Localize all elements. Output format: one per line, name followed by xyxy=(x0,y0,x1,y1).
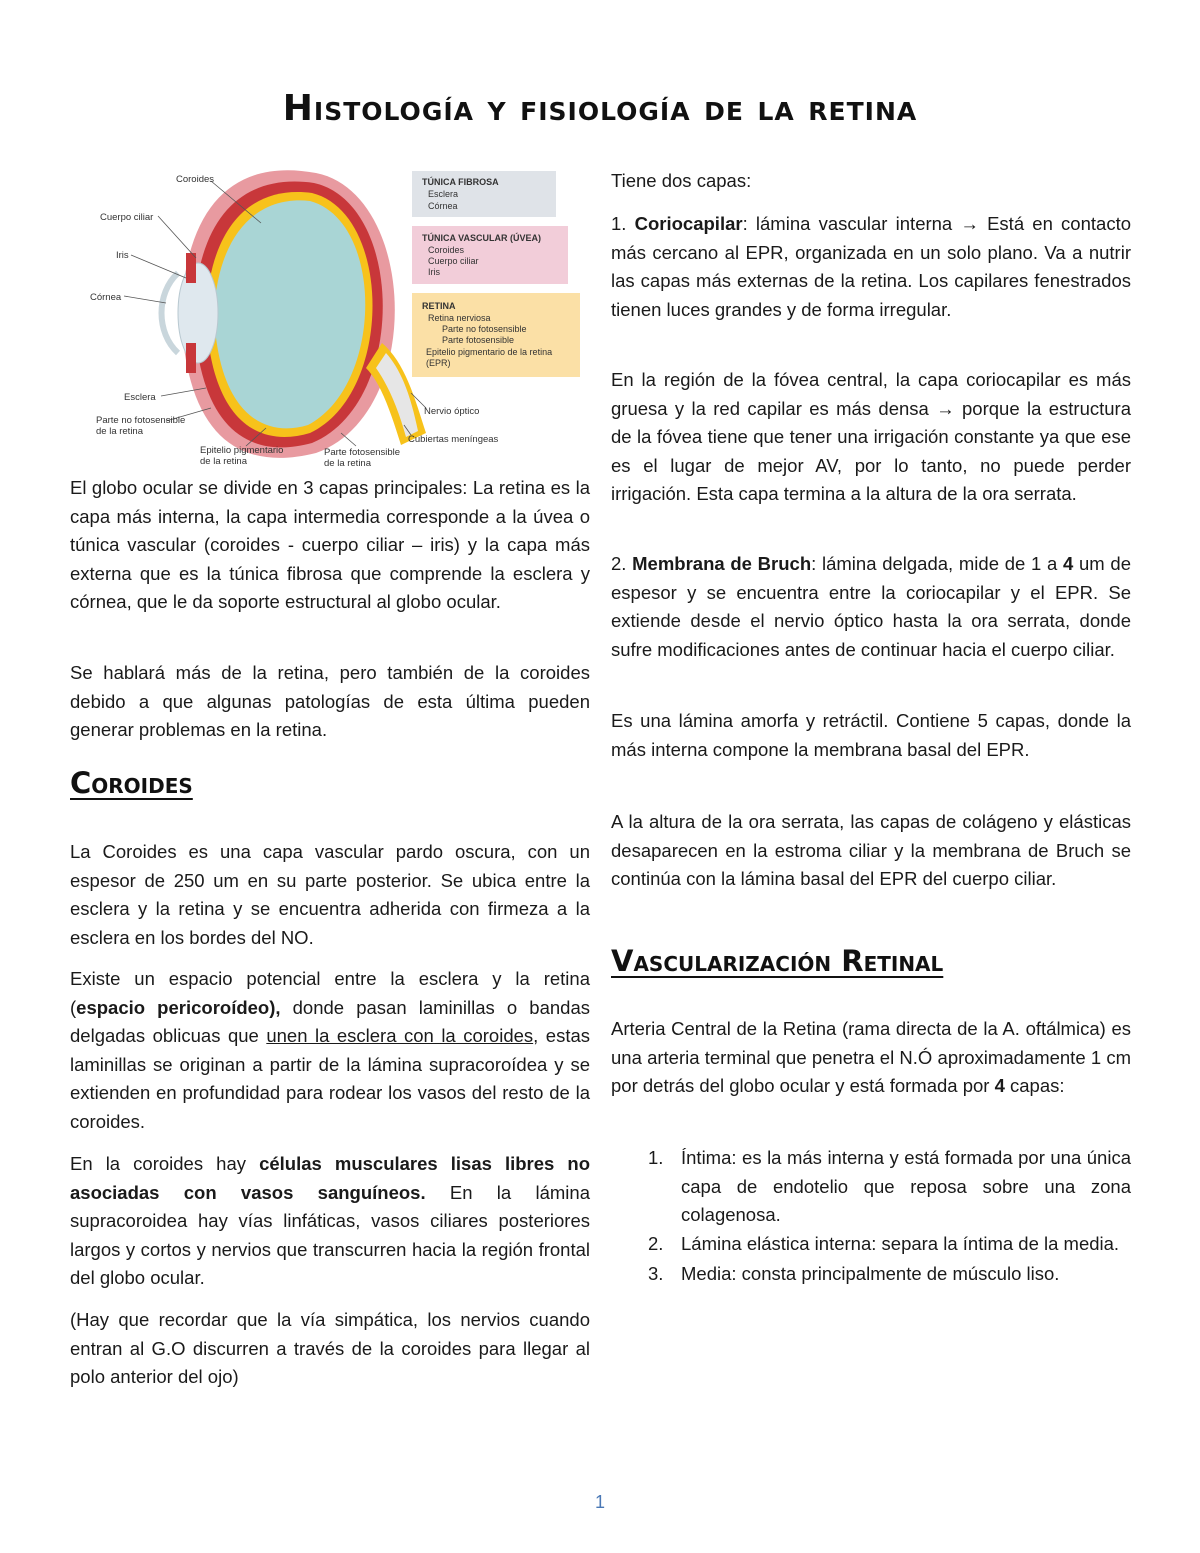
coriocapilar-bold: Coriocapilar xyxy=(634,213,743,234)
label-cubiertas: Cubiertas meníngeas xyxy=(408,434,499,445)
retina-item-3: Epitelio pigmentario de la retina xyxy=(426,347,553,357)
espacio-bold: espacio pericoroídeo), xyxy=(76,996,281,1018)
label-cuerpo-ciliar: Cuerpo ciliar xyxy=(100,212,154,223)
retina-item-2: Parte fotosensible xyxy=(442,335,515,345)
espacio-text-e: , estas laminillas se originan a partir de la lámina supracoroídea y se extienden en profundidad para rodear los vasos del resto de la coroides. xyxy=(70,1025,591,1132)
list-item-number: 2. xyxy=(648,1232,664,1254)
list-item-text: Íntima: es la más interna y está formada por una única capa de endotelio que reposa sobre una zona colagenosa. xyxy=(681,1147,1131,1225)
arteria-bold-4: 4 xyxy=(994,1075,1005,1096)
list-item xyxy=(611,1260,1131,1289)
dos-capas-paragraph: Tiene dos capas: xyxy=(611,170,752,191)
espacio-paragraph xyxy=(70,965,590,1136)
vascular-item-1: Cuerpo ciliar xyxy=(428,256,479,266)
list-item-text: Media: consta principalmente de músculo liso. xyxy=(681,1263,1060,1284)
eye-anatomy-figure xyxy=(86,163,586,473)
retina-item-0: Retina nerviosa xyxy=(428,313,491,323)
coroides-paragraph: La Coroides es una capa vascular pardo oscura, con un espesor de 250 um en su parte posterior. Se ubica entre la esclera y la retina y se encuentra adherida con firmeza a la esclera en los bordes del NO. xyxy=(70,841,590,948)
arteria-text-a: Arteria Central de la Retina (rama directa de la A. oftálmica) es una arteria terminal que penetra el N.Ó aproximadamente 1 cm por detrás del globo ocular y está formada por xyxy=(611,1018,1131,1096)
heading-vascularizacion: Vascularización Retinal xyxy=(611,944,944,978)
coriocapilar-paragraph xyxy=(611,210,1131,324)
label-cornea: Córnea xyxy=(90,292,122,303)
list-item-number: 3. xyxy=(648,1263,664,1284)
vascular-item-2: Iris xyxy=(428,267,440,277)
coriocapilar-text: : lámina vascular interna → Está en contacto más cercano al EPR, organizada en un solo plano. Va a nutrir las capas más externas de la retina. Los capilares fenestrados tienen luces grandes y de forma irregular. xyxy=(611,213,1131,320)
bruch-paragraph xyxy=(611,550,1131,664)
fibrosa-item-0: Esclera xyxy=(428,189,459,199)
label-epitelio: Epitelio pigmentario xyxy=(200,445,284,456)
list-item-number: 1. xyxy=(648,1147,664,1168)
label-esclera: Esclera xyxy=(124,392,156,403)
simpatica-paragraph: (Hay que recordar que la vía simpática, los nervios cuando entran al G.O discurren a través de la coroides para llegar al polo anterior del ojo) xyxy=(70,1309,590,1387)
page-title: Histología y fisiología de la retina xyxy=(282,88,918,129)
fibrosa-title: TÚNICA FIBROSA xyxy=(422,177,499,187)
label-epitelio-2: de la retina xyxy=(200,456,248,467)
ora-serrata-paragraph: A la altura de la ora serrata, las capas de colágeno y elásticas desaparecen en la estroma ciliar y la membrana de Bruch se continúa con la lámina basal del EPR del cuerpo ciliar. xyxy=(611,811,1131,889)
eyeball xyxy=(162,170,427,458)
celulas-text-a: En la coroides hay xyxy=(70,1153,260,1174)
page-number: 1 xyxy=(594,1492,605,1512)
celulas-text-c: En la lámina supracoroidea hay vías linfáticas, vasos ciliares posteriores largos y cortos y nervios que transcurren hacia la región frontal del globo ocular. xyxy=(70,1181,590,1288)
arteria-text-c: capas: xyxy=(1004,1075,1065,1096)
fovea-paragraph: En la región de la fóvea central, la capa coriocapilar es más gruesa y la red capilar es más densa → porque la estructura de la fóvea tiene que tener una irrigación constante ya que ese es el lugar de mejor AV, por lo tanto, no puede perder irrigación. Esta capa termina a la altura de la ora serrata. xyxy=(611,369,1131,504)
label-coroides: Coroides xyxy=(176,174,215,185)
bruch-num: 2. xyxy=(611,553,633,574)
list-item xyxy=(611,1144,1131,1230)
retina-item-4: (EPR) xyxy=(426,358,451,368)
bruch-bold-4: 4 xyxy=(1063,553,1074,574)
vascular-item-0: Coroides xyxy=(428,245,465,255)
retina-note-paragraph: Se hablará más de la retina, pero también de la coroides debido a que algunas patologías de esta última pueden generar problemas en la retina. xyxy=(70,662,590,740)
list-item-text: Lámina elástica interna: separa la íntima de la media. xyxy=(681,1232,1120,1254)
vascular-title: TÚNICA VASCULAR (ÚVEA) xyxy=(422,233,541,243)
retina-title: RETINA xyxy=(422,301,456,311)
espacio-text-a: Existe un espacio potencial entre la esclera y la retina ( xyxy=(70,968,590,1018)
label-nervio: Nervio óptico xyxy=(424,406,480,417)
label-parte-no-foto: Parte no fotosensible xyxy=(96,415,186,426)
label-parte-foto-2: de la retina xyxy=(324,458,372,469)
retina-item-1: Parte no fotosensible xyxy=(442,324,527,334)
amorfa-paragraph: Es una lámina amorfa y retráctil. Contiene 5 capas, donde la más interna compone la membrana basal del EPR. xyxy=(611,710,1131,760)
bruch-bold: Membrana de Bruch xyxy=(632,553,812,574)
celulas-bold: células musculares lisas libres no asociadas con vasos sanguíneos. xyxy=(70,1153,591,1203)
heading-coroides: Coroides xyxy=(70,766,193,800)
celulas-paragraph xyxy=(70,1150,590,1293)
espacio-underline: unen la esclera con la coroides xyxy=(266,1025,534,1046)
label-parte-no-foto-2: de la retina xyxy=(96,426,144,437)
fibrosa-item-1: Córnea xyxy=(428,201,458,211)
coriocapilar-num: 1. xyxy=(611,213,635,234)
bruch-text-c: : lámina delgada, mide de 1 a xyxy=(811,553,1063,574)
espacio-text-c: donde pasan laminillas o bandas delgadas oblicuas que xyxy=(70,996,590,1046)
label-iris: Iris xyxy=(116,250,129,261)
capas-list xyxy=(611,1144,1131,1289)
bruch-text-e: um de espesor y se encuentra entre la coriocapilar y el EPR. Se extiende desde el nervio óptico hasta la ora serrata, donde sufre modificaciones antes de continuar hacia el cuerpo ciliar. xyxy=(611,553,1131,660)
arteria-paragraph xyxy=(611,1015,1131,1101)
label-parte-foto: Parte fotosensible xyxy=(324,447,401,458)
eye-diagram xyxy=(86,163,586,473)
intro-paragraph: El globo ocular se divide en 3 capas principales: La retina es la capa más interna, la capa intermedia corresponde a la úvea o túnica vascular (coroides - cuerpo ciliar – iris) y la capa más externa que es la túnica fibrosa que comprende la esclera y córnea, que le da soporte estructural al globo ocular. xyxy=(70,477,590,612)
list-item xyxy=(611,1230,1131,1259)
